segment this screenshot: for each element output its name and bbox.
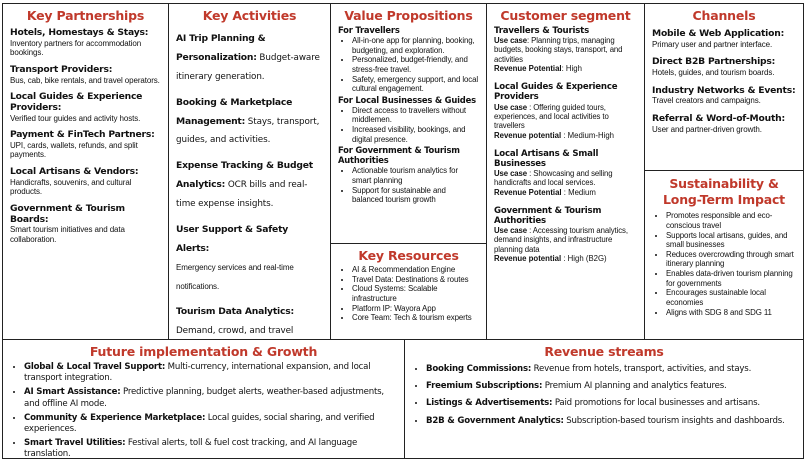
- potential-label: Revenue potential: [494, 254, 562, 264]
- activity-desc: OCR bills and real-time expense insights.: [176, 180, 308, 209]
- revenue-item: [426, 381, 796, 392]
- sustainability-bullet: • Reduces overcrowding through smart itinerary planning: [666, 250, 796, 269]
- activity-desc: Budget-aware itinerary generation.: [176, 52, 320, 82]
- partnership-item: [10, 130, 161, 160]
- channel-item: [652, 29, 796, 49]
- use-case-text: : Showcasing and selling handicrafts and local services.: [494, 169, 613, 188]
- channel-desc: User and partner-driven growth.: [652, 124, 762, 134]
- segment-title: Government & Tourism Authorities: [494, 205, 602, 226]
- segment-use-case: [494, 169, 637, 188]
- customer-segment-item: [494, 206, 637, 264]
- revenue-list: [412, 364, 796, 427]
- sustainability-heading: Sustainability & Long-Term Impact: [663, 176, 785, 207]
- partnership-desc: Inventory partners for accommodation bookings.: [10, 38, 142, 58]
- value-group-list: [338, 36, 479, 94]
- activity-title: User Support & Safety Alerts:: [176, 223, 289, 254]
- key-resources-section: [330, 243, 487, 340]
- channel-desc: Travel creators and campaigns.: [652, 96, 761, 106]
- future-item-title: AI Smart Assistance:: [24, 387, 121, 398]
- future-item: [24, 387, 397, 409]
- partnership-item: [10, 167, 161, 197]
- partnership-title: Transport Providers:: [10, 63, 113, 75]
- value-bullet: • Increased visibility, bookings, and digital presence.: [352, 125, 479, 144]
- use-case-label: Use case: [494, 226, 528, 236]
- revenue-item-title: Booking Commissions:: [426, 364, 532, 374]
- value-group-title: For Government & Tourism Authorities: [338, 145, 460, 166]
- activity-title: Expense Tracking & Budget Analytics:: [176, 160, 313, 191]
- value-group-title: For Local Businesses & Guides: [338, 94, 476, 105]
- revenue-item: [426, 364, 796, 375]
- value-group-list: [338, 166, 479, 205]
- activity-desc: Emergency services and real-time notifications.: [176, 262, 294, 291]
- resource-bullet: • Cloud Systems: Scalable infrastructure: [352, 284, 479, 303]
- channel-title: Referral & Word-of-Mouth:: [652, 112, 785, 124]
- partnership-title: Hotels, Homestays & Stays:: [10, 27, 149, 38]
- partnership-item: [10, 204, 161, 245]
- potential-label: Revenue potential: [494, 130, 562, 140]
- future-item-title: Global & Local Travel Support:: [24, 362, 166, 372]
- partnership-item: [10, 65, 161, 85]
- partnership-item: [10, 28, 161, 58]
- channels-section: [644, 3, 804, 171]
- value-bullet: • Personalized, budget-friendly, and stress-free travel.: [352, 55, 479, 74]
- activity-title: Booking & Marketplace Management:: [176, 96, 293, 127]
- resource-bullet: • AI & Recommendation Engine: [352, 265, 479, 275]
- use-case-label: Use case: [494, 36, 528, 46]
- future-section: [2, 339, 405, 459]
- activity-title: Tourism Data Analytics:: [176, 306, 294, 318]
- potential-value: : High (B2G): [561, 254, 607, 264]
- revenue-item-desc: Subscription-based tourism insights and dashboards.: [563, 415, 785, 426]
- revenue-item: [426, 398, 796, 409]
- activity-title: AI Trip Planning & Personalization:: [176, 33, 266, 63]
- segment-potential: [494, 254, 637, 264]
- segment-use-case: [494, 36, 637, 64]
- activity-item: [176, 301, 323, 340]
- partnership-title: Local Artisans & Vendors:: [10, 165, 139, 177]
- activity-item: [176, 219, 323, 295]
- segment-use-case: [494, 226, 637, 254]
- channel-item: [652, 57, 796, 77]
- channel-title: Industry Networks & Events:: [652, 84, 796, 96]
- sustainability-bullet: • Promotes responsible and eco-conscious travel: [666, 211, 796, 230]
- customer-segment-item: [494, 26, 637, 74]
- customer-segment-section: [486, 3, 645, 340]
- partnership-desc: UPI, cards, wallets, refunds, and split payments.: [10, 141, 138, 160]
- sustainability-section: [644, 170, 804, 340]
- key-resources-list: [338, 265, 479, 323]
- revenue-item-title: Listings & Advertisements:: [426, 398, 553, 409]
- segment-title: Travellers & Tourists: [494, 26, 590, 36]
- potential-label: Revenue Potential: [494, 64, 562, 74]
- value-propositions-heading: Value Propositions: [344, 8, 473, 23]
- potential-value: : Medium: [561, 187, 596, 197]
- revenue-heading: Revenue streams: [544, 344, 664, 359]
- partnership-desc: Bus, cab, bike rentals, and travel operators.: [10, 75, 160, 85]
- sustainability-bullet: • Supports local artisans, guides, and small businesses: [666, 231, 796, 250]
- use-case-text: : Planning trips, managing budgets, booking stays, transport, and activities: [494, 36, 623, 64]
- segment-potential: [494, 64, 637, 74]
- value-bullet: • Actionable tourism analytics for smart planning: [352, 166, 479, 185]
- activity-desc: Stays, transport, guides, and activities.: [176, 116, 320, 146]
- channel-title: Mobile & Web Application:: [652, 28, 785, 39]
- activity-item: [176, 28, 323, 85]
- future-item-desc: Festival alerts, toll & fuel cost tracking, and AI language translation.: [24, 438, 358, 459]
- sustainability-bullet: • Enables data-driven tourism planning for governments: [666, 269, 796, 288]
- channel-desc: Primary user and partner interface.: [652, 39, 773, 49]
- revenue-item-title: B2B & Government Analytics:: [426, 415, 564, 426]
- key-partnerships-heading: Key Partnerships: [26, 8, 145, 23]
- key-activities-section: [168, 3, 331, 340]
- value-bullet: • Support for sustainable and balanced tourism growth: [352, 186, 479, 205]
- channel-item: [652, 114, 796, 134]
- resource-bullet: • Core Team: Tech & tourism experts: [352, 313, 479, 323]
- future-item-title: Smart Travel Utilities:: [24, 438, 126, 449]
- sustainability-bullet: • Aligns with SDG 8 and SDG 11: [666, 308, 796, 318]
- channel-title: Direct B2B Partnerships:: [652, 56, 776, 68]
- potential-value: : High: [561, 64, 582, 74]
- revenue-item: [426, 416, 796, 427]
- sustainability-list: [652, 211, 796, 317]
- activity-item: [176, 155, 323, 212]
- partnership-title: Local Guides & Experience Providers:: [10, 91, 143, 113]
- use-case-text: : Offering guided tours, experiences, and local activities to travellers: [494, 102, 609, 131]
- partnership-title: Government & Tourism Boards:: [10, 202, 125, 225]
- future-item: [24, 362, 397, 384]
- key-activities-heading: Key Activities: [202, 8, 297, 23]
- value-bullet: • All-in-one app for planning, booking, budgeting, and exploration.: [352, 36, 479, 55]
- future-item-desc: Local guides, social sharing, and verified experiences.: [24, 412, 375, 434]
- resource-bullet: • Platform IP: Wayora App: [352, 304, 479, 314]
- customer-segment-item: [494, 149, 637, 198]
- value-bullet: • Direct access to travellers without middlemen.: [352, 106, 479, 125]
- channels-heading: Channels: [692, 8, 756, 23]
- revenue-item-title: Freemium Subscriptions:: [426, 381, 543, 392]
- activity-desc: Demand, crowd, and travel: [176, 326, 294, 337]
- revenue-section: [404, 339, 804, 459]
- partnership-title: Payment & FinTech Partners:: [10, 129, 155, 141]
- value-propositions-section: [330, 3, 487, 244]
- revenue-item-desc: Paid promotions for local businesses and artisans.: [552, 398, 760, 409]
- value-group-list: [338, 106, 479, 145]
- segment-title: Local Artisans & Small Businesses: [494, 148, 599, 169]
- potential-label: Revenue Potential: [494, 187, 562, 197]
- partnership-desc: Verified tour guides and activity hosts.: [10, 113, 141, 123]
- key-resources-heading: Key Resources: [358, 248, 459, 263]
- use-case-text: : Accessing tourism analytics, demand insights, and infrastructure planning data: [494, 226, 628, 254]
- resource-bullet: • Travel Data: Destinations & routes: [352, 275, 479, 285]
- segment-use-case: [494, 103, 637, 131]
- customer-segment-heading: Customer segment: [500, 8, 631, 23]
- partnership-item: [10, 92, 161, 123]
- use-case-label: Use case: [494, 169, 528, 179]
- future-heading: Future implementation & Growth: [89, 344, 318, 359]
- revenue-item-desc: Revenue from hotels, transport, activities, and stays.: [531, 364, 752, 374]
- channel-desc: Hotels, guides, and tourism boards.: [652, 68, 775, 78]
- key-partnerships-section: [2, 3, 169, 340]
- value-bullet: • Safety, emergency support, and local cultural engagement.: [352, 75, 479, 94]
- segment-title: Local Guides & Experience Providers: [494, 82, 618, 103]
- future-item-desc: Predictive planning, budget alerts, weather-based adjustments, and offline AI mode.: [24, 387, 384, 409]
- potential-value: : Medium-High: [561, 130, 615, 140]
- value-group-title: For Travellers: [338, 25, 400, 35]
- future-list: [10, 362, 397, 459]
- future-item-title: Community & Experience Marketplace:: [24, 412, 206, 423]
- revenue-item-desc: Premium AI planning and analytics features.: [542, 381, 727, 392]
- partnership-desc: Smart tourism initiatives and data collaboration.: [10, 225, 125, 244]
- customer-segment-item: [494, 82, 637, 140]
- future-item: [24, 413, 397, 435]
- sustainability-bullet: • Encourages sustainable local economies: [666, 288, 796, 307]
- segment-potential: [494, 131, 637, 141]
- use-case-label: Use case: [494, 102, 528, 112]
- future-item: [24, 438, 397, 459]
- future-item-desc: Multi-currency, international expansion, and local transport integration.: [24, 362, 371, 384]
- partnership-desc: Handicrafts, souvenirs, and cultural products.: [10, 177, 132, 197]
- segment-potential: [494, 188, 637, 198]
- activity-item: [176, 92, 323, 149]
- channel-item: [652, 86, 796, 106]
